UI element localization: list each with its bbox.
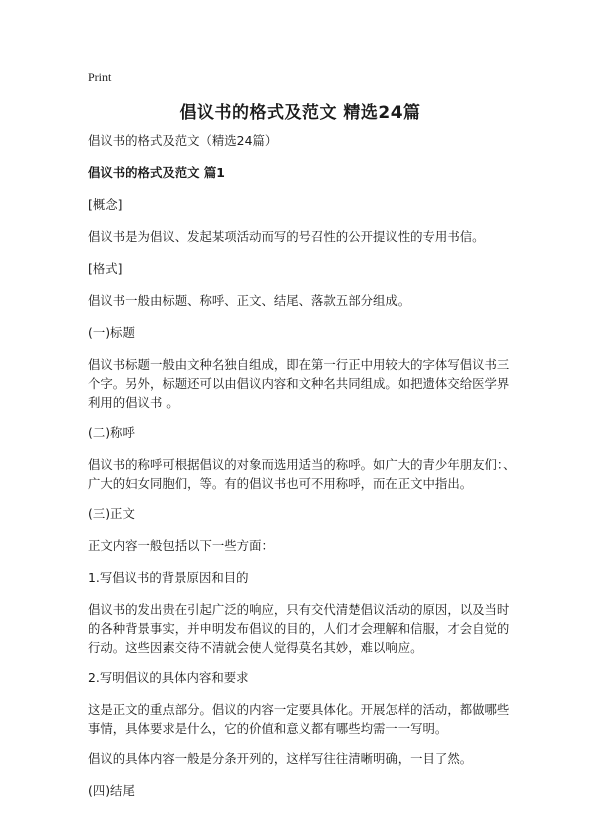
document-title: 倡议书的格式及范文 精选24篇 (179, 103, 421, 123)
subsection-heading: (二)称呼 (88, 425, 135, 440)
bracket-heading-concept: [概念] (88, 197, 123, 212)
subtitle-paragraph: 倡议书的格式及范文（精选24篇） (88, 133, 278, 148)
subsection-heading: (一)标题 (88, 325, 135, 340)
print-label: Print (88, 70, 112, 84)
numbered-heading: 2.写明倡议的具体内容和要求 (88, 670, 249, 685)
body-paragraph: 倡议的具体内容一般是分条开列的，这样写往往清晰明确，一目了然。 (88, 751, 473, 766)
body-paragraph: 这是正文的重点部分。倡议的内容一定要具体化。开展怎样的活动，都做哪些事情，具体要求是什么，它的价值和意义都有哪些均需一一写明。 (88, 702, 510, 736)
document-body (88, 131, 518, 813)
body-paragraph: 倡议书一般由标题、称呼、正文、结尾、落款五部分组成。 (88, 293, 411, 308)
body-paragraph: 倡议书标题一般由文种名独自组成，即在第一行正中用较大的字体写倡议书三个字。另外，标题还可以由倡议内容和文种名共同组成。如把遗体交给医学界利用的倡议书 。 (88, 357, 510, 410)
body-paragraph: 倡议书是为倡议、发起某项活动而写的号召性的公开提议性的专用书信。 (88, 229, 485, 244)
subsection-heading: (三)正文 (88, 506, 135, 521)
section-heading: 倡议书的格式及范文 篇1 (88, 165, 225, 180)
body-paragraph: 倡议书的称呼可根据倡议的对象而选用适当的称呼。如广大的青少年朋友们：、广大的妇女同胞们，等。有的倡议书也可不用称呼，而在正文中指出。 (88, 457, 516, 491)
bracket-heading-format: [格式] (88, 261, 123, 276)
subsection-heading: (四)结尾 (88, 783, 135, 798)
body-paragraph: 正文内容一般包括以下一些方面： (88, 538, 274, 553)
body-paragraph: 倡议书的发出贵在引起广泛的响应，只有交代清楚倡议活动的原因，以及当时的各种背景事实，并申明发布倡议的目的，人们才会理解和信服，才会自觉的行动。这些因素交待不清就会使人觉得莫名其妙，难以响应。 (88, 602, 510, 655)
numbered-heading: 1.写倡议书的背景原因和目的 (88, 570, 249, 585)
